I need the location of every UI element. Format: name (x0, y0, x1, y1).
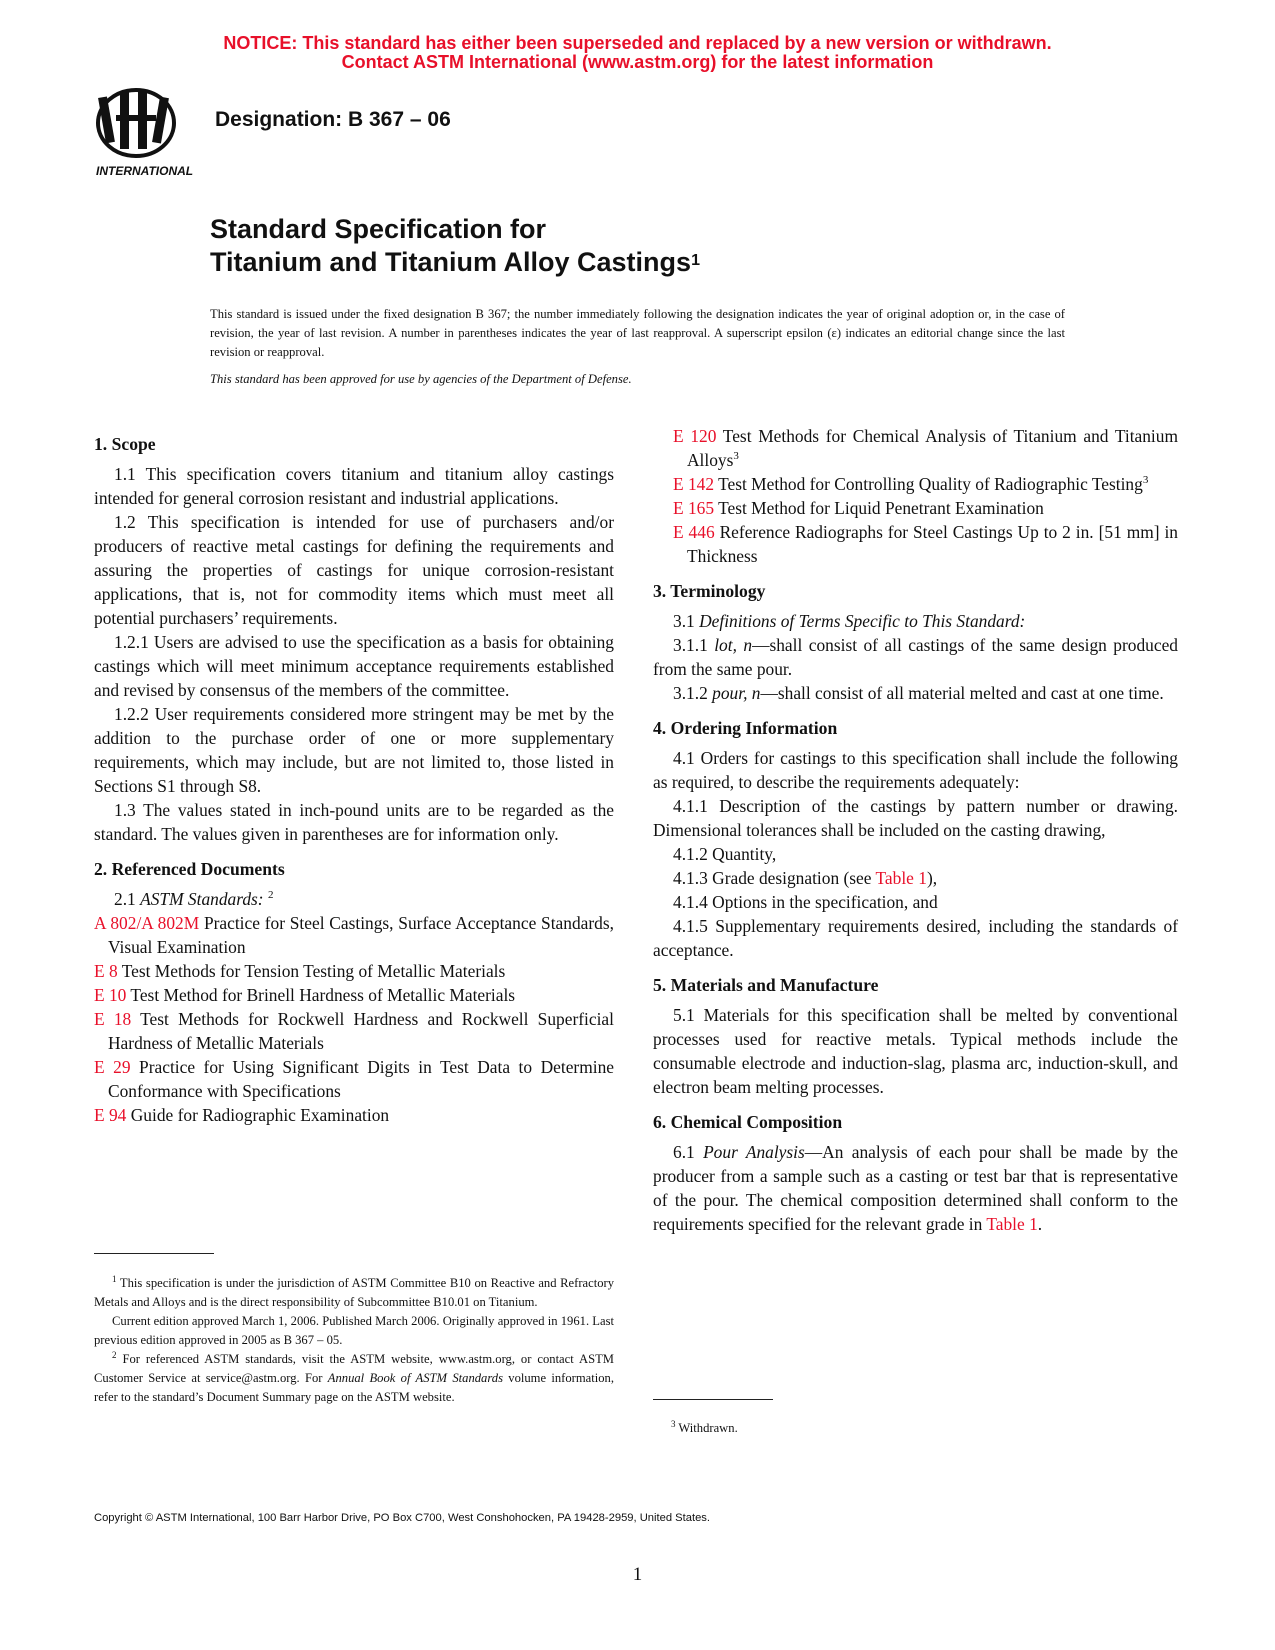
left-column (94, 432, 614, 1127)
para-4-1-2: 4.1.2 Quantity, (673, 844, 777, 864)
para-3-1-2 (653, 681, 1178, 705)
ref-item (653, 472, 1178, 496)
footnote-1-mark: 1 (112, 1273, 117, 1284)
ref-item (94, 983, 614, 1007)
footnote-2-text: For referenced ASTM standards, visit the ASTM website, www.astm.org, or contact ASTM Customer Service at service@astm.org. For (94, 1352, 614, 1385)
para-3-1-label: Definitions of Terms Specific to This Standard: (699, 611, 1026, 631)
section-heading-chemical: 6. Chemical Composition (653, 1112, 843, 1132)
para-4-1-3 (653, 866, 1178, 890)
para-4-1-3-post: ), (926, 868, 938, 888)
para-3-1-1-num: 3.1.1 (673, 635, 715, 655)
term-pour: pour, n (712, 683, 761, 703)
notice-line-1: NOTICE: This standard has either been superseded and replaced by a new version or withdrawn. (223, 33, 1052, 53)
footnote-2-italic: Annual Book of ASTM Standards (327, 1371, 503, 1385)
ref-item (653, 496, 1178, 520)
section-heading-referenced: 2. Referenced Documents (94, 859, 285, 879)
table-1-link[interactable]: Table 1 (875, 868, 927, 888)
section-heading-materials: 5. Materials and Manufacture (653, 975, 879, 995)
notice-banner (0, 34, 1275, 72)
footnote-2-mark: 2 (112, 1349, 117, 1360)
para-2-1 (94, 887, 614, 911)
ref-link-e142[interactable]: E 142 (673, 474, 715, 494)
logo-text: INTERNATIONAL (96, 164, 194, 178)
footnote-2-post: volume information, refer to the standard’s Document Summary page on the ASTM website. (94, 1371, 614, 1404)
ref-text: Test Methods for Tension Testing of Metallic Materials (121, 961, 506, 981)
footnote-divider-right (653, 1399, 773, 1400)
title-line-2 (210, 246, 700, 279)
page-number: 1 (632, 1564, 643, 1585)
footnote-1 (94, 1274, 614, 1312)
ref-item (94, 959, 614, 983)
para-4-1-5: 4.1.5 Supplementary requirements desired, including the standards of acceptance. (653, 916, 1178, 960)
section-heading-ordering: 4. Ordering Information (653, 718, 838, 738)
designation: Designation: B 367 – 06 (215, 108, 451, 131)
astm-logo-icon (92, 87, 202, 183)
table-1-link[interactable]: Table 1 (986, 1214, 1038, 1234)
section-heading-scope: 1. Scope (94, 434, 156, 454)
ref-item (653, 520, 1178, 568)
para-1-2-1: 1.2.1 Users are advised to use the specification as a basis for obtaining castings which will meet minimum acceptance requirements established and revised by consensus of the members of the committee. (94, 632, 614, 700)
footnote-3-text: Withdrawn. (675, 1421, 738, 1435)
ref-text: Test Method for Controlling Quality of Radiographic Testing (718, 474, 1143, 494)
section-heading-terminology: 3. Terminology (653, 581, 766, 601)
footnote-1-text: This specification is under the jurisdiction of ASTM Committee B10 on Reactive and Refractory Metals and Alloys and is the direct responsibility of Subcommittee B10.01 on Titanium. (94, 1276, 614, 1309)
para-3-1-2-text: —shall consist of all material melted and cast at one time. (760, 683, 1164, 703)
title-line-2-text: Titanium and Titanium Alloy Castings (210, 247, 692, 277)
ref-text: Test Method for Brinell Hardness of Metallic Materials (130, 985, 516, 1005)
title-footnote-mark: 1 (691, 252, 700, 269)
ref-sup: 3 (1142, 474, 1149, 487)
footnote-2 (94, 1350, 614, 1407)
dod-approval: This standard has been approved for use by agencies of the Department of Defense. (210, 372, 632, 386)
ref-item (94, 1007, 614, 1055)
ref-link-e8[interactable]: E 8 (94, 961, 118, 981)
astm-logo-graphic (92, 87, 202, 183)
ref-text: Reference Radiographs for Steel Castings Up to 2 in. [51 mm] in Thickness (687, 522, 1178, 566)
notice-line-2: Contact ASTM International (www.astm.org) for the latest information (341, 52, 934, 72)
para-3-1-1-text: —shall consist of all castings of the same design produced from the same pour. (653, 635, 1178, 679)
ref-text: Test Methods for Chemical Analysis of Titanium and Titanium Alloys (687, 426, 1178, 470)
ref-sup: 3 (733, 450, 739, 463)
para-3-1-2-num: 3.1.2 (673, 683, 713, 703)
ref-link-e18[interactable]: E 18 (94, 1009, 132, 1029)
ref-item (94, 911, 614, 959)
para-3-1-1 (653, 633, 1178, 681)
para-4-1-4: 4.1.4 Options in the specification, and (673, 892, 938, 912)
para-2-1-num: 2.1 (114, 889, 141, 909)
para-1-3: 1.3 The values stated in inch-pound units are to be regarded as the standard. The values given in parentheses are for information only. (94, 800, 614, 844)
ref-link-a802[interactable]: A 802/A 802M (94, 913, 200, 933)
ref-text: Test Method for Liquid Penetrant Examination (718, 498, 1044, 518)
ref-text: Practice for Using Significant Digits in Test Data to Determine Conformance with Specifications (108, 1057, 614, 1101)
para-1-2: 1.2 This specification is intended for use of purchasers and/or producers of reactive metal castings for defining the requirements and assuring the properties of castings for unique corrosion-resistant applications, that is, not for commodity items which must meet all potential purchasers’ requirements. (94, 512, 614, 628)
ref-item (94, 1055, 614, 1103)
ref-link-e10[interactable]: E 10 (94, 985, 127, 1005)
ref-text: Practice for Steel Castings, Surface Acceptance Standards, Visual Examination (108, 913, 614, 957)
ref-link-e29[interactable]: E 29 (94, 1057, 131, 1077)
footnotes-left (94, 1274, 614, 1407)
document-title (210, 213, 700, 279)
footnote-3 (653, 1419, 738, 1438)
footnote-1b: Current edition approved March 1, 2006. Published March 2006. Originally approved in 1961. Last previous edition approved in 2005 as B 367 – 05. (94, 1314, 614, 1347)
para-6-1-text: —An analysis of each pour shall be made by the producer from a sample such as a casting or test bar that is representative of the pour. The chemical composition determined shall conform to the requirements specified for the relevant grade in (653, 1142, 1179, 1234)
title-line-1: Standard Specification for (210, 214, 547, 244)
ref-link-e446[interactable]: E 446 (673, 522, 715, 542)
para-6-1 (653, 1140, 1178, 1236)
right-column (653, 424, 1178, 1236)
para-2-1-sup: 2 (267, 889, 274, 902)
para-6-1-label: Pour Analysis (703, 1142, 805, 1162)
para-3-1 (653, 609, 1178, 633)
para-3-1-num: 3.1 (673, 611, 700, 631)
para-4-1: 4.1 Orders for castings to this specification shall include the following as required, to describe the requirements adequately: (653, 748, 1178, 792)
ref-item (653, 424, 1178, 472)
copyright-line: Copyright © ASTM International, 100 Barr Harbor Drive, PO Box C700, West Conshohocken, PA 19428-2959, United States. (94, 1512, 710, 1524)
para-1-1: 1.1 This specification covers titanium and titanium alloy castings intended for general corrosion resistant and industrial applications. (94, 464, 614, 508)
footnote-divider-left (94, 1253, 214, 1254)
para-6-1-end: . (1037, 1214, 1043, 1234)
ref-link-e94[interactable]: E 94 (94, 1105, 127, 1125)
ref-text: Test Methods for Rockwell Hardness and Rockwell Superficial Hardness of Metallic Materials (108, 1009, 614, 1053)
para-1-2-2: 1.2.2 User requirements considered more stringent may be met by the addition to the purchase order of one or more supplementary requirements, which may include, but are not limited to, those listed in Sections S1 through S8. (94, 704, 614, 796)
preface-text: This standard is issued under the fixed designation B 367; the number immediately following the designation indicates the year of original adoption or, in the case of revision, the year of last revision. A number in parentheses indicates the year of last reapproval. A superscript epsilon (ε) indicates an editorial change since the last revision or reapproval. (210, 307, 1065, 359)
ref-item (94, 1103, 614, 1127)
ref-text: Guide for Radiographic Examination (130, 1105, 390, 1125)
footnote-3-mark: 3 (671, 1418, 676, 1429)
ref-link-e120[interactable]: E 120 (673, 426, 717, 446)
ref-link-e165[interactable]: E 165 (673, 498, 715, 518)
para-4-1-3-text: 4.1.3 Grade designation (see (673, 868, 876, 888)
para-2-1-label: ASTM Standards: (140, 889, 264, 909)
para-4-1-1: 4.1.1 Description of the castings by pattern number or drawing. Dimensional tolerances shall be included on the casting drawing, (653, 796, 1178, 840)
para-6-1-num: 6.1 (673, 1142, 704, 1162)
para-5-1: 5.1 Materials for this specification shall be melted by conventional processes used for reactive metals. Typical methods include the consumable electrode and induction-slag, plasma arc, induction-skull, and electron beam melting processes. (653, 1005, 1178, 1097)
term-lot: lot, n (714, 635, 753, 655)
